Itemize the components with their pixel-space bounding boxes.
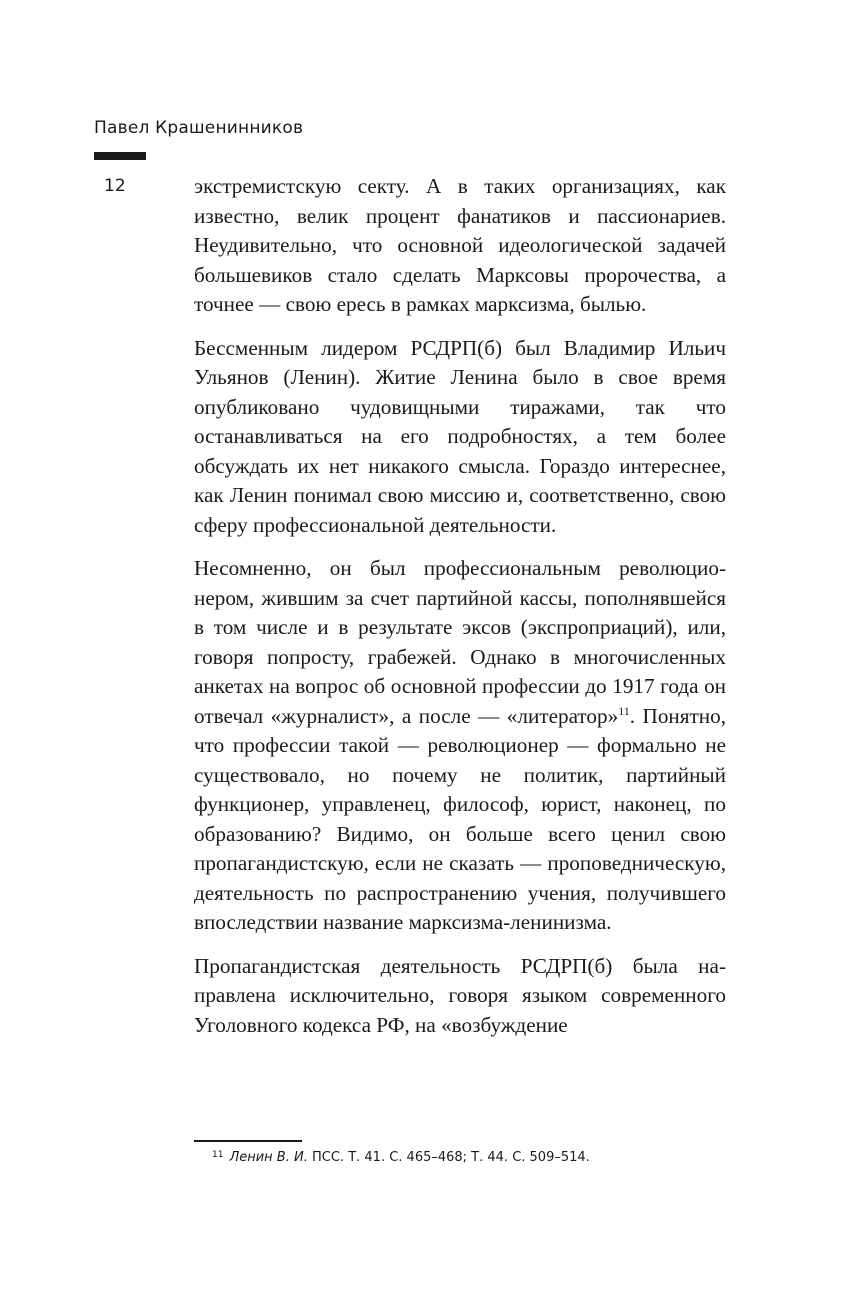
paragraph-3 — [194, 554, 726, 938]
running-head-author: Павел Крашенинников — [94, 118, 304, 138]
paragraph-2: Бессменным лидером РСДРП(б) был Владимир Ильич Ульянов (Ленин). Житие Ленина было в свое время опубликовано чудовищными тиражами, так что останавливаться на его подробностях, а тем более обсуждать их нет никакого смысла. Гораздо интереснее, как Ленин понимал свою миссию и, соответственно, свою сферу профессиональной деятельности. — [194, 335, 726, 537]
footnote-citation: ПСС. Т. 41. С. 465–468; Т. 44. С. 509–514. — [312, 1150, 590, 1165]
footnote-author: Ленин В. И. — [229, 1150, 308, 1165]
paragraph-1: экстремистскую секту. А в таких организациях, как известно, велик процент фанатиков и пассионариев. Неудивительно, что основной идеологической задачей большевиков стало сделать Марксовы пророчества, а точнее — свою ересь в рамках марксизма, былью. — [194, 174, 726, 316]
footnote-reference[interactable]: 11 — [618, 703, 630, 718]
footnote-rule — [194, 1140, 302, 1142]
footnote — [212, 1150, 590, 1165]
running-head-rule — [94, 152, 146, 160]
footnote-mark: 11 — [212, 1150, 224, 1160]
page-number: 12 — [104, 176, 126, 196]
paragraph-3-text-before-ref: Несомненно, он был профессиональным революционером, жившим за счет партийной кассы, пополнявшейся в том числе и в результате эксов (экспроприаций), или, говоря попросту, грабежей. Однако в многочисленных анкетах на вопрос об основной профессии до 1917 года он отвечал «журналист», а после — «литератор» — [194, 556, 726, 728]
paragraph-3-text-after-ref: . Понятно, что профессии такой — революционер — формально не существовало, но почему не политик, партийный функционер, управленец, философ, юрист, наконец, по образованию? Видимо, он больше всего ценил свою пропагандистскую, если не сказать — проповедническую, деятельность по распространению учения, получившего впоследствии название марксизма-ленинизма. — [194, 703, 726, 934]
body-text — [194, 172, 726, 1040]
paragraph-4: Пропагандистская деятельность РСДРП(б) была направлена исключительно, говоря языком современного Уголовного кодекса РФ, на «возбуждение — [194, 953, 726, 1037]
